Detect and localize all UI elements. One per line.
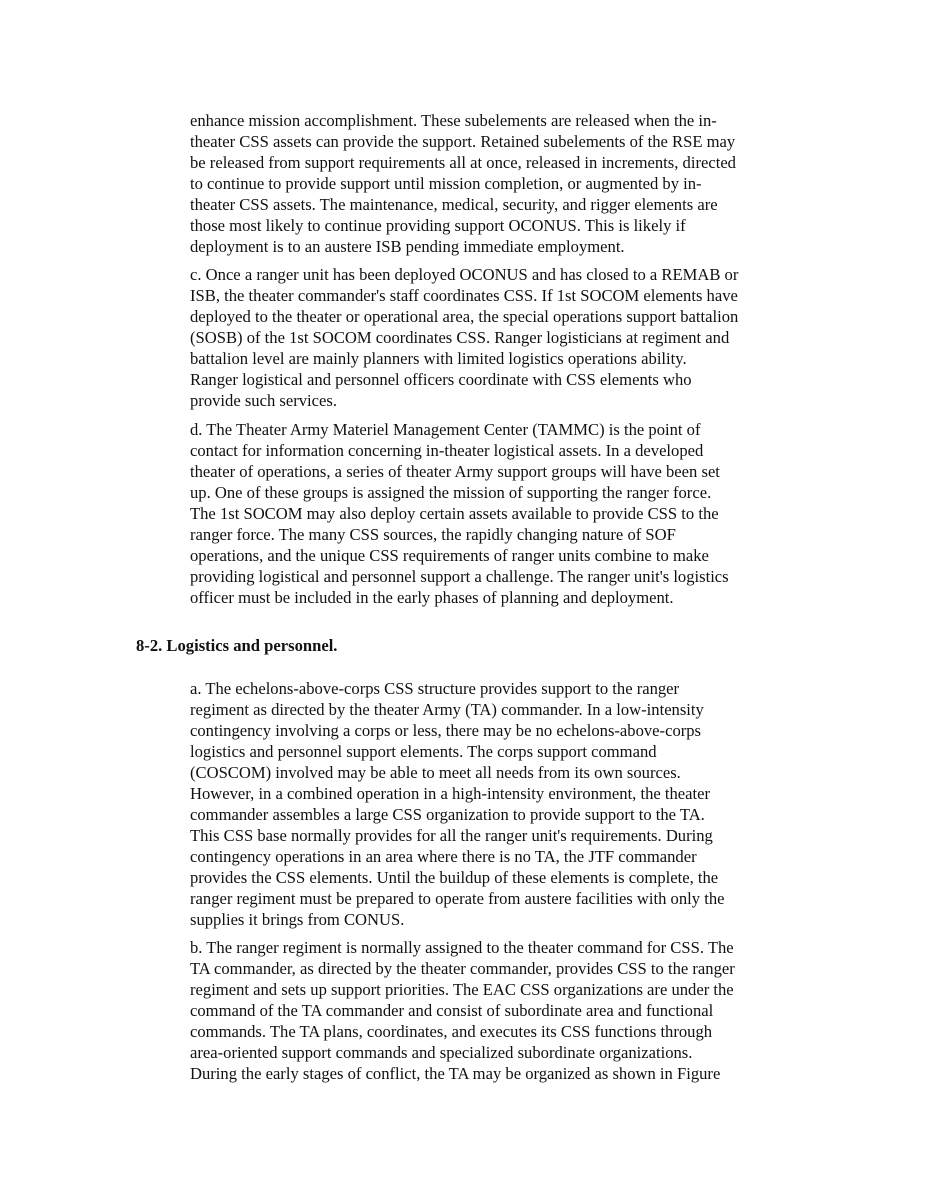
paragraph-d xyxy=(190,419,790,608)
text-line: However, in a combined operation in a high-intensity environment, the theater xyxy=(190,784,711,803)
text-line: ranger force. The many CSS sources, the rapidly changing nature of SOF xyxy=(190,525,676,544)
text-line: area-oriented support commands and specialized subordinate organizations. xyxy=(190,1043,693,1062)
text-line: Ranger logistical and personnel officers coordinate with CSS elements who xyxy=(190,370,692,389)
section-heading: 8-2. Logistics and personnel. xyxy=(136,636,338,655)
text-line: a. The echelons-above-corps CSS structure provides support to the ranger xyxy=(190,679,680,698)
text-line: commands. The TA plans, coordinates, and executes its CSS functions through xyxy=(190,1022,713,1041)
paragraph-a xyxy=(190,678,790,930)
text-line: theater CSS assets. The maintenance, medical, security, and rigger elements are xyxy=(190,195,718,214)
text-line: ISB, the theater commander's staff coordinates CSS. If 1st SOCOM elements have xyxy=(190,286,738,305)
text-line: During the early stages of conflict, the TA may be organized as shown in Figure xyxy=(190,1064,721,1083)
text-line: ranger regiment must be prepared to operate from austere facilities with only the xyxy=(190,889,725,908)
text-line: deployment is to an austere ISB pending immediate employment. xyxy=(190,237,625,256)
paragraph-continuation xyxy=(190,110,790,257)
text-line: The 1st SOCOM may also deploy certain assets available to provide CSS to the xyxy=(190,504,719,523)
text-line: c. Once a ranger unit has been deployed OCONUS and has closed to a REMAB or xyxy=(190,265,739,284)
text-line: those most likely to continue providing support OCONUS. This is likely if xyxy=(190,216,686,235)
text-line: logistics and personnel support elements. The corps support command xyxy=(190,742,657,761)
paragraph-b xyxy=(190,937,790,1084)
text-line: b. The ranger regiment is normally assigned to the theater command for CSS. The xyxy=(190,938,734,957)
text-line: deployed to the theater or operational area, the special operations support battalion xyxy=(190,307,739,326)
text-line: officer must be included in the early phases of planning and deployment. xyxy=(190,588,674,607)
text-line: d. The Theater Army Materiel Management Center (TAMMC) is the point of xyxy=(190,420,701,439)
text-line: operations, and the unique CSS requirements of ranger units combine to make xyxy=(190,546,709,565)
text-line: This CSS base normally provides for all the ranger unit's requirements. During xyxy=(190,826,713,845)
text-line: contingency operations in an area where there is no TA, the JTF commander xyxy=(190,847,697,866)
text-line: (COSCOM) involved may be able to meet all needs from its own sources. xyxy=(190,763,681,782)
text-line: command of the TA commander and consist of subordinate area and functional xyxy=(190,1001,714,1020)
text-line: to continue to provide support until mission completion, or augmented by in- xyxy=(190,174,702,193)
text-line: contingency involving a corps or less, there may be no echelons-above-corps xyxy=(190,721,702,740)
text-line: providing logistical and personnel support a challenge. The ranger unit's logistics xyxy=(190,567,729,586)
text-line: regiment as directed by the theater Army (TA) commander. In a low-intensity xyxy=(190,700,704,719)
text-line: contact for information concerning in-theater logistical assets. In a developed xyxy=(190,441,704,460)
paragraph-c xyxy=(190,264,790,411)
text-line: theater of operations, a series of theater Army support groups will have been set xyxy=(190,462,720,481)
text-line: TA commander, as directed by the theater commander, provides CSS to the ranger xyxy=(190,959,735,978)
text-line: enhance mission accomplishment. These subelements are released when the in- xyxy=(190,111,717,130)
text-line: battalion level are mainly planners with limited logistics operations ability. xyxy=(190,349,687,368)
text-line: provides the CSS elements. Until the buildup of these elements is complete, the xyxy=(190,868,719,887)
text-line: regiment and sets up support priorities. The EAC CSS organizations are under the xyxy=(190,980,734,999)
text-line: (SOSB) of the 1st SOCOM coordinates CSS. Ranger logisticians at regiment and xyxy=(190,328,730,347)
text-line: theater CSS assets can provide the support. Retained subelements of the RSE may xyxy=(190,132,736,151)
text-line: provide such services. xyxy=(190,391,337,410)
text-line: commander assembles a large CSS organization to provide support to the TA. xyxy=(190,805,705,824)
text-line: supplies it brings from CONUS. xyxy=(190,910,405,929)
text-line: up. One of these groups is assigned the mission of supporting the ranger force. xyxy=(190,483,712,502)
text-line: be released from support requirements all at once, released in increments, directed xyxy=(190,153,736,172)
